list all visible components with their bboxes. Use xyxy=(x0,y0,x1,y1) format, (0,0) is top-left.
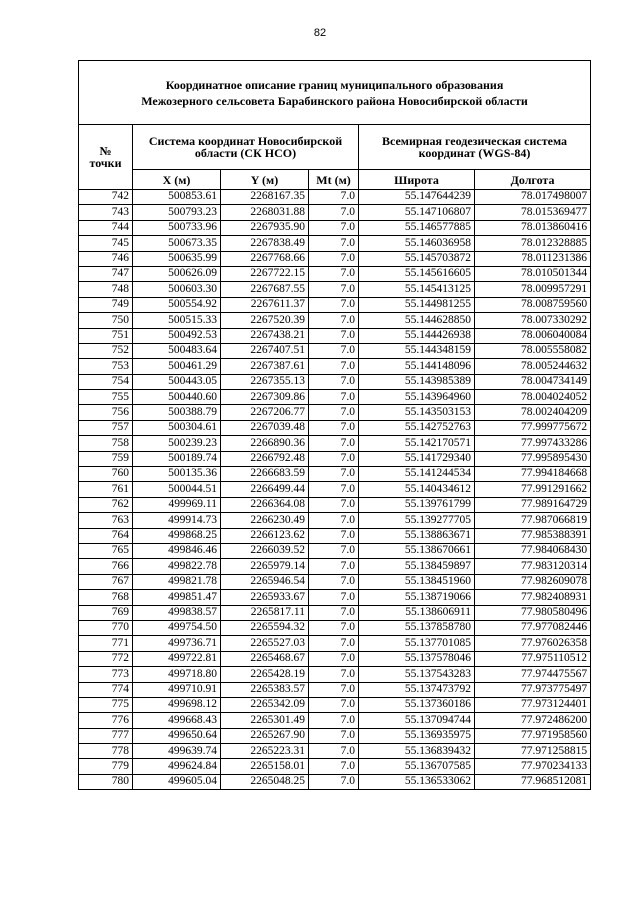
y-cell: 2265267.90 xyxy=(221,728,309,743)
y-cell: 2267407.51 xyxy=(221,343,309,358)
longitude-cell: 77.971958560 xyxy=(475,728,591,743)
latitude-cell: 55.138863671 xyxy=(359,528,475,543)
latitude-cell: 55.139761799 xyxy=(359,497,475,512)
y-cell: 2265383.57 xyxy=(221,682,309,697)
latitude-cell: 55.137473792 xyxy=(359,682,475,697)
mt-cell: 7.0 xyxy=(309,482,359,497)
coordinates-table xyxy=(78,60,591,790)
latitude-cell: 55.138606911 xyxy=(359,605,475,620)
latitude-cell: 55.144426938 xyxy=(359,328,475,343)
mt-cell: 7.0 xyxy=(309,651,359,666)
point-number-cell: 780 xyxy=(79,774,133,789)
mt-cell: 7.0 xyxy=(309,605,359,620)
y-cell: 2265158.01 xyxy=(221,759,309,774)
latitude-cell: 55.136839432 xyxy=(359,744,475,759)
longitude-cell: 77.972486200 xyxy=(475,713,591,728)
mt-cell: 7.0 xyxy=(309,774,359,789)
point-number-cell: 750 xyxy=(79,313,133,328)
longitude-cell: 77.976026358 xyxy=(475,636,591,651)
longitude-cell: 77.999775672 xyxy=(475,420,591,435)
point-number-cell: 773 xyxy=(79,667,133,682)
table-row xyxy=(79,405,591,420)
latitude-cell: 55.137701085 xyxy=(359,636,475,651)
longitude-cell: 77.983120314 xyxy=(475,559,591,574)
latitude-cell: 55.138719066 xyxy=(359,590,475,605)
longitude-cell: 77.984068430 xyxy=(475,543,591,558)
x-cell: 499718.80 xyxy=(133,667,221,682)
point-number-cell: 745 xyxy=(79,236,133,251)
point-number-cell: 767 xyxy=(79,574,133,589)
x-cell: 500443.05 xyxy=(133,374,221,389)
table-row xyxy=(79,236,591,251)
mt-cell: 7.0 xyxy=(309,205,359,220)
latitude-cell: 55.145703872 xyxy=(359,251,475,266)
y-cell: 2265817.11 xyxy=(221,605,309,620)
point-number-cell: 764 xyxy=(79,528,133,543)
point-number-cell: 753 xyxy=(79,359,133,374)
mt-cell: 7.0 xyxy=(309,713,359,728)
longitude-cell: 77.973775497 xyxy=(475,682,591,697)
longitude-cell: 77.980580496 xyxy=(475,605,591,620)
y-cell: 2265527.03 xyxy=(221,636,309,651)
point-number-cell: 761 xyxy=(79,482,133,497)
x-cell: 500492.53 xyxy=(133,328,221,343)
latitude-cell: 55.144148096 xyxy=(359,359,475,374)
x-cell: 500515.33 xyxy=(133,313,221,328)
point-number-cell: 756 xyxy=(79,405,133,420)
longitude-cell: 77.994184668 xyxy=(475,467,591,482)
latitude-cell: 55.138459897 xyxy=(359,559,475,574)
y-cell: 2265933.67 xyxy=(221,590,309,605)
table-row xyxy=(79,774,591,789)
y-cell: 2267039.48 xyxy=(221,420,309,435)
y-cell: 2267309.86 xyxy=(221,390,309,405)
latitude-cell: 55.147106807 xyxy=(359,205,475,220)
y-cell: 2267520.39 xyxy=(221,313,309,328)
table-row xyxy=(79,343,591,358)
mt-cell: 7.0 xyxy=(309,497,359,512)
point-number-cell: 742 xyxy=(79,190,133,205)
longitude-cell: 78.012328885 xyxy=(475,236,591,251)
y-cell: 2267935.90 xyxy=(221,220,309,235)
mt-cell: 7.0 xyxy=(309,697,359,712)
table-row xyxy=(79,266,591,281)
x-cell: 500853.61 xyxy=(133,190,221,205)
latitude-cell: 55.139277705 xyxy=(359,513,475,528)
y-cell: 2265594.32 xyxy=(221,620,309,635)
x-cell: 500239.23 xyxy=(133,436,221,451)
mt-cell: 7.0 xyxy=(309,405,359,420)
table-row xyxy=(79,667,591,682)
point-number-cell: 775 xyxy=(79,697,133,712)
longitude-cell: 77.974475567 xyxy=(475,667,591,682)
x-cell: 499969.11 xyxy=(133,497,221,512)
longitude-cell: 77.997433286 xyxy=(475,436,591,451)
table-row xyxy=(79,759,591,774)
header-latitude: Широта xyxy=(359,170,475,190)
x-cell: 500189.74 xyxy=(133,451,221,466)
y-cell: 2267611.37 xyxy=(221,297,309,312)
table-row xyxy=(79,359,591,374)
table-row xyxy=(79,697,591,712)
mt-cell: 7.0 xyxy=(309,436,359,451)
longitude-cell: 77.970234133 xyxy=(475,759,591,774)
table-row xyxy=(79,390,591,405)
table-row xyxy=(79,728,591,743)
x-cell: 499851.47 xyxy=(133,590,221,605)
x-cell: 500044.51 xyxy=(133,482,221,497)
longitude-cell: 78.002404209 xyxy=(475,405,591,420)
longitude-cell: 77.995895430 xyxy=(475,451,591,466)
x-cell: 500304.61 xyxy=(133,420,221,435)
longitude-cell: 78.013860416 xyxy=(475,220,591,235)
latitude-cell: 55.147644239 xyxy=(359,190,475,205)
table-row xyxy=(79,559,591,574)
longitude-cell: 77.973124401 xyxy=(475,697,591,712)
mt-cell: 7.0 xyxy=(309,543,359,558)
point-number-cell: 757 xyxy=(79,420,133,435)
mt-cell: 7.0 xyxy=(309,236,359,251)
x-cell: 500626.09 xyxy=(133,266,221,281)
longitude-cell: 78.005244632 xyxy=(475,359,591,374)
latitude-cell: 55.136533062 xyxy=(359,774,475,789)
mt-cell: 7.0 xyxy=(309,559,359,574)
x-cell: 499710.91 xyxy=(133,682,221,697)
table-row xyxy=(79,513,591,528)
table-row xyxy=(79,420,591,435)
mt-cell: 7.0 xyxy=(309,251,359,266)
longitude-cell: 78.009957291 xyxy=(475,282,591,297)
table-row xyxy=(79,543,591,558)
x-cell: 499868.25 xyxy=(133,528,221,543)
longitude-cell: 78.007330292 xyxy=(475,313,591,328)
table-row xyxy=(79,682,591,697)
longitude-cell: 78.011231386 xyxy=(475,251,591,266)
y-cell: 2267687.55 xyxy=(221,282,309,297)
x-cell: 499821.78 xyxy=(133,574,221,589)
header-point-number: № точки xyxy=(79,125,133,190)
mt-cell: 7.0 xyxy=(309,574,359,589)
x-cell: 499722.81 xyxy=(133,651,221,666)
x-cell: 499668.43 xyxy=(133,713,221,728)
mt-cell: 7.0 xyxy=(309,636,359,651)
point-number-cell: 754 xyxy=(79,374,133,389)
latitude-cell: 55.144348159 xyxy=(359,343,475,358)
point-number-cell: 774 xyxy=(79,682,133,697)
table-title xyxy=(79,61,591,125)
y-cell: 2265946.54 xyxy=(221,574,309,589)
longitude-cell: 78.010501344 xyxy=(475,266,591,281)
table-row xyxy=(79,205,591,220)
point-number-cell: 762 xyxy=(79,497,133,512)
point-number-cell: 770 xyxy=(79,620,133,635)
point-number-cell: 768 xyxy=(79,590,133,605)
y-cell: 2266230.49 xyxy=(221,513,309,528)
mt-cell: 7.0 xyxy=(309,282,359,297)
x-cell: 500554.92 xyxy=(133,297,221,312)
mt-cell: 7.0 xyxy=(309,620,359,635)
mt-cell: 7.0 xyxy=(309,467,359,482)
point-number-cell: 766 xyxy=(79,559,133,574)
table-row xyxy=(79,374,591,389)
latitude-cell: 55.143503153 xyxy=(359,405,475,420)
x-cell: 500793.23 xyxy=(133,205,221,220)
y-cell: 2266123.62 xyxy=(221,528,309,543)
table-row xyxy=(79,467,591,482)
y-cell: 2266039.52 xyxy=(221,543,309,558)
longitude-cell: 78.004024052 xyxy=(475,390,591,405)
mt-cell: 7.0 xyxy=(309,313,359,328)
longitude-cell: 77.985388391 xyxy=(475,528,591,543)
mt-cell: 7.0 xyxy=(309,744,359,759)
x-cell: 499639.74 xyxy=(133,744,221,759)
mt-cell: 7.0 xyxy=(309,682,359,697)
y-cell: 2266499.44 xyxy=(221,482,309,497)
header-nso-system: Система координат Новосибирской области (СК НСО) xyxy=(133,125,359,170)
table-row xyxy=(79,220,591,235)
y-cell: 2267768.66 xyxy=(221,251,309,266)
latitude-cell: 55.142752763 xyxy=(359,420,475,435)
mt-cell: 7.0 xyxy=(309,374,359,389)
longitude-cell: 78.004734149 xyxy=(475,374,591,389)
table-row xyxy=(79,297,591,312)
point-number-cell: 771 xyxy=(79,636,133,651)
x-cell: 499846.46 xyxy=(133,543,221,558)
latitude-cell: 55.146036958 xyxy=(359,236,475,251)
mt-cell: 7.0 xyxy=(309,266,359,281)
y-cell: 2265301.49 xyxy=(221,713,309,728)
mt-cell: 7.0 xyxy=(309,528,359,543)
y-cell: 2265342.09 xyxy=(221,697,309,712)
longitude-cell: 77.977082446 xyxy=(475,620,591,635)
mt-cell: 7.0 xyxy=(309,328,359,343)
latitude-cell: 55.141244534 xyxy=(359,467,475,482)
latitude-cell: 55.143964960 xyxy=(359,390,475,405)
point-number-cell: 769 xyxy=(79,605,133,620)
title-line-1: Координатное описание границ муниципального образования xyxy=(165,77,504,92)
longitude-cell: 77.968512081 xyxy=(475,774,591,789)
x-cell: 500388.79 xyxy=(133,405,221,420)
x-cell: 499624.84 xyxy=(133,759,221,774)
x-cell: 499650.64 xyxy=(133,728,221,743)
latitude-cell: 55.143985389 xyxy=(359,374,475,389)
x-cell: 500135.36 xyxy=(133,467,221,482)
latitude-cell: 55.137543283 xyxy=(359,667,475,682)
point-number-cell: 778 xyxy=(79,744,133,759)
y-cell: 2266683.59 xyxy=(221,467,309,482)
mt-cell: 7.0 xyxy=(309,343,359,358)
point-number-cell: 743 xyxy=(79,205,133,220)
header-x: X (м) xyxy=(133,170,221,190)
header-mt: Mt (м) xyxy=(309,170,359,190)
x-cell: 500483.64 xyxy=(133,343,221,358)
point-number-cell: 760 xyxy=(79,467,133,482)
longitude-cell: 78.015369477 xyxy=(475,205,591,220)
mt-cell: 7.0 xyxy=(309,513,359,528)
y-cell: 2267438.21 xyxy=(221,328,309,343)
point-number-cell: 755 xyxy=(79,390,133,405)
table-row xyxy=(79,482,591,497)
x-cell: 500635.99 xyxy=(133,251,221,266)
point-number-cell: 779 xyxy=(79,759,133,774)
y-cell: 2267387.61 xyxy=(221,359,309,374)
latitude-cell: 55.140434612 xyxy=(359,482,475,497)
header-wgs-system: Всемирная геодезическая система координат (WGS-84) xyxy=(359,125,591,170)
x-cell: 499698.12 xyxy=(133,697,221,712)
table-row xyxy=(79,313,591,328)
table-row xyxy=(79,636,591,651)
longitude-cell: 77.982609078 xyxy=(475,574,591,589)
table-row xyxy=(79,282,591,297)
latitude-cell: 55.144628850 xyxy=(359,313,475,328)
page-number: 82 xyxy=(313,27,327,39)
point-number-cell: 765 xyxy=(79,543,133,558)
y-cell: 2266792.48 xyxy=(221,451,309,466)
y-cell: 2265223.31 xyxy=(221,744,309,759)
longitude-cell: 78.008759560 xyxy=(475,297,591,312)
x-cell: 500733.96 xyxy=(133,220,221,235)
y-cell: 2267355.13 xyxy=(221,374,309,389)
mt-cell: 7.0 xyxy=(309,359,359,374)
mt-cell: 7.0 xyxy=(309,451,359,466)
table-row xyxy=(79,328,591,343)
title-line-2: Межозерного сельсовета Барабинского района Новосибирской области xyxy=(141,93,528,108)
latitude-cell: 55.137360186 xyxy=(359,697,475,712)
x-cell: 499605.04 xyxy=(133,774,221,789)
mt-cell: 7.0 xyxy=(309,728,359,743)
latitude-cell: 55.146577885 xyxy=(359,220,475,235)
latitude-cell: 55.145413125 xyxy=(359,282,475,297)
mt-cell: 7.0 xyxy=(309,420,359,435)
header-y: Y (м) xyxy=(221,170,309,190)
y-cell: 2266364.08 xyxy=(221,497,309,512)
y-cell: 2267206.77 xyxy=(221,405,309,420)
table-row xyxy=(79,451,591,466)
table-row xyxy=(79,497,591,512)
y-cell: 2268167.35 xyxy=(221,190,309,205)
longitude-cell: 78.006040084 xyxy=(475,328,591,343)
longitude-cell: 78.005558082 xyxy=(475,343,591,358)
x-cell: 499822.78 xyxy=(133,559,221,574)
latitude-cell: 55.136935975 xyxy=(359,728,475,743)
mt-cell: 7.0 xyxy=(309,667,359,682)
point-number-cell: 763 xyxy=(79,513,133,528)
y-cell: 2265428.19 xyxy=(221,667,309,682)
x-cell: 499914.73 xyxy=(133,513,221,528)
latitude-cell: 55.137578046 xyxy=(359,651,475,666)
table-row xyxy=(79,651,591,666)
table-row xyxy=(79,590,591,605)
longitude-cell: 77.975110512 xyxy=(475,651,591,666)
point-number-cell: 744 xyxy=(79,220,133,235)
latitude-cell: 55.145616605 xyxy=(359,266,475,281)
mt-cell: 7.0 xyxy=(309,220,359,235)
point-number-cell: 749 xyxy=(79,297,133,312)
latitude-cell: 55.144981255 xyxy=(359,297,475,312)
latitude-cell: 55.142170571 xyxy=(359,436,475,451)
latitude-cell: 55.138670661 xyxy=(359,543,475,558)
longitude-cell: 77.991291662 xyxy=(475,482,591,497)
table-row xyxy=(79,744,591,759)
y-cell: 2265048.25 xyxy=(221,774,309,789)
y-cell: 2265979.14 xyxy=(221,559,309,574)
x-cell: 499754.50 xyxy=(133,620,221,635)
table-row xyxy=(79,620,591,635)
y-cell: 2266890.36 xyxy=(221,436,309,451)
table-row xyxy=(79,528,591,543)
mt-cell: 7.0 xyxy=(309,759,359,774)
longitude-cell: 77.989164729 xyxy=(475,497,591,512)
point-number-cell: 747 xyxy=(79,266,133,281)
x-cell: 500603.30 xyxy=(133,282,221,297)
point-number-cell: 759 xyxy=(79,451,133,466)
point-number-cell: 758 xyxy=(79,436,133,451)
point-number-cell: 746 xyxy=(79,251,133,266)
point-number-cell: 772 xyxy=(79,651,133,666)
latitude-cell: 55.136707585 xyxy=(359,759,475,774)
latitude-cell: 55.137858780 xyxy=(359,620,475,635)
latitude-cell: 55.137094744 xyxy=(359,713,475,728)
header-longitude: Долгота xyxy=(475,170,591,190)
y-cell: 2265468.67 xyxy=(221,651,309,666)
table-row xyxy=(79,574,591,589)
table-row xyxy=(79,190,591,205)
longitude-cell: 78.017498007 xyxy=(475,190,591,205)
x-cell: 499838.57 xyxy=(133,605,221,620)
point-number-cell: 752 xyxy=(79,343,133,358)
point-number-cell: 751 xyxy=(79,328,133,343)
table-row xyxy=(79,605,591,620)
point-number-cell: 777 xyxy=(79,728,133,743)
mt-cell: 7.0 xyxy=(309,190,359,205)
point-number-cell: 748 xyxy=(79,282,133,297)
longitude-cell: 77.971258815 xyxy=(475,744,591,759)
table-body xyxy=(79,190,591,790)
x-cell: 500461.29 xyxy=(133,359,221,374)
x-cell: 500440.60 xyxy=(133,390,221,405)
x-cell: 500673.35 xyxy=(133,236,221,251)
y-cell: 2267722.15 xyxy=(221,266,309,281)
y-cell: 2267838.49 xyxy=(221,236,309,251)
y-cell: 2268031.88 xyxy=(221,205,309,220)
table-row xyxy=(79,713,591,728)
longitude-cell: 77.987066819 xyxy=(475,513,591,528)
table-row xyxy=(79,436,591,451)
latitude-cell: 55.141729340 xyxy=(359,451,475,466)
mt-cell: 7.0 xyxy=(309,297,359,312)
x-cell: 499736.71 xyxy=(133,636,221,651)
mt-cell: 7.0 xyxy=(309,390,359,405)
mt-cell: 7.0 xyxy=(309,590,359,605)
table-row xyxy=(79,251,591,266)
point-number-cell: 776 xyxy=(79,713,133,728)
longitude-cell: 77.982408931 xyxy=(475,590,591,605)
latitude-cell: 55.138451960 xyxy=(359,574,475,589)
